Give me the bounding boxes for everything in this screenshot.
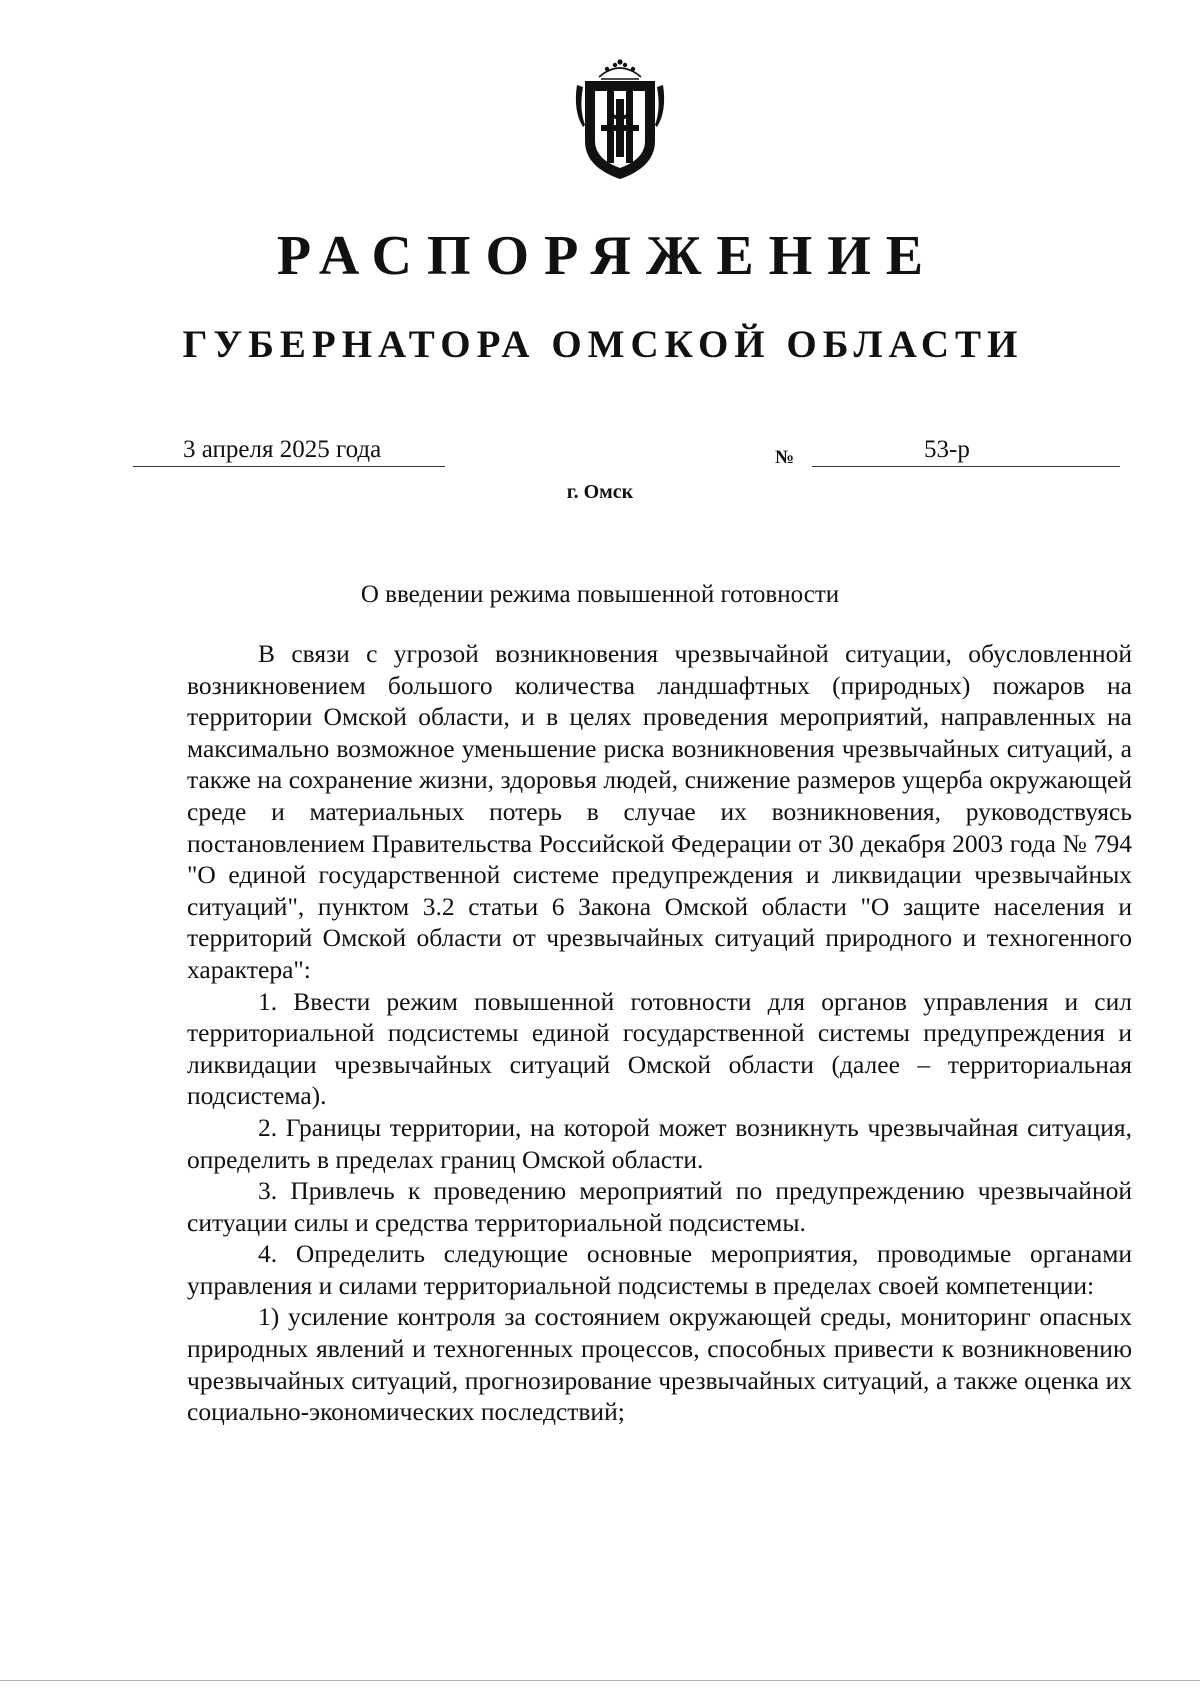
number-sign: № (775, 447, 795, 468)
coat-of-arms-icon (571, 55, 669, 183)
document-date: 3 апреля 2025 года (133, 433, 445, 467)
document-body (187, 638, 1132, 1428)
issuer-title: ГУБЕРНАТОРА ОМСКОЙ ОБЛАСТИ (182, 323, 1024, 366)
document-kind-title: РАСПОРЯЖЕНИЕ (276, 225, 939, 287)
page-bottom-rule (0, 1680, 1200, 1681)
clause-2: 2. Границы территории, на которой может возникнуть чрезвычайная ситуация, определить в пределах границ Омской области. (187, 1112, 1132, 1174)
document-number: 53-р (812, 433, 1120, 467)
clause-3: 3. Привлечь к проведению мероприятий по предупреждению чрезвычайной ситуации силы и средства территориальной подсистемы. (187, 1176, 1132, 1237)
issue-place: г. Омск (566, 481, 634, 503)
clause-4: 4. Определить следующие основные мероприятия, проводимые органами управления и силами территориальной подсистемы в пределах своей компетенции: (187, 1239, 1132, 1300)
preamble-paragraph: В связи с угрозой возникновения чрезвычайной ситуации, обусловленной возникновением большого количества ландшафтных (природных) пожаров на территории Омской области, и в целях проведения мероприятий, направленных на максимально возможное уменьшение риска возникновения чрезвычайных ситуаций, а также на сохранение жизни, здоровья людей, снижение размеров ущерба окружающей среде и материальных потерь в случае их возникновения, руководствуясь постановлением Правительства Российской Федерации от 30 декабря 2003 года № 794 "О единой государственной системе предупреждения и ликвидации чрезвычайных ситуаций", пунктом 3.2 статьи 6 Закона Омской области "О защите населения и территорий Омской области от чрезвычайных ситуаций природного и техногенного характера": (187, 639, 1132, 984)
clause-1: 1. Ввести режим повышенной готовности для органов управления и сил территориальной подсистемы единой государственной системы предупреждения и ликвидации чрезвычайных ситуаций Омской области (далее – территориальная подсистема). (187, 986, 1132, 1111)
clause-4-item-1: 1) усиление контроля за состоянием окружающей среды, мониторинг опасных природных явлений и техногенных процессов, способных привести к возникновению чрезвычайных ситуаций, прогнозирование чрезвычайных ситуаций, а также оценка их социально-экономических последствий; (187, 1302, 1132, 1427)
document-subject: О введении режима повышенной готовности (360, 581, 840, 608)
